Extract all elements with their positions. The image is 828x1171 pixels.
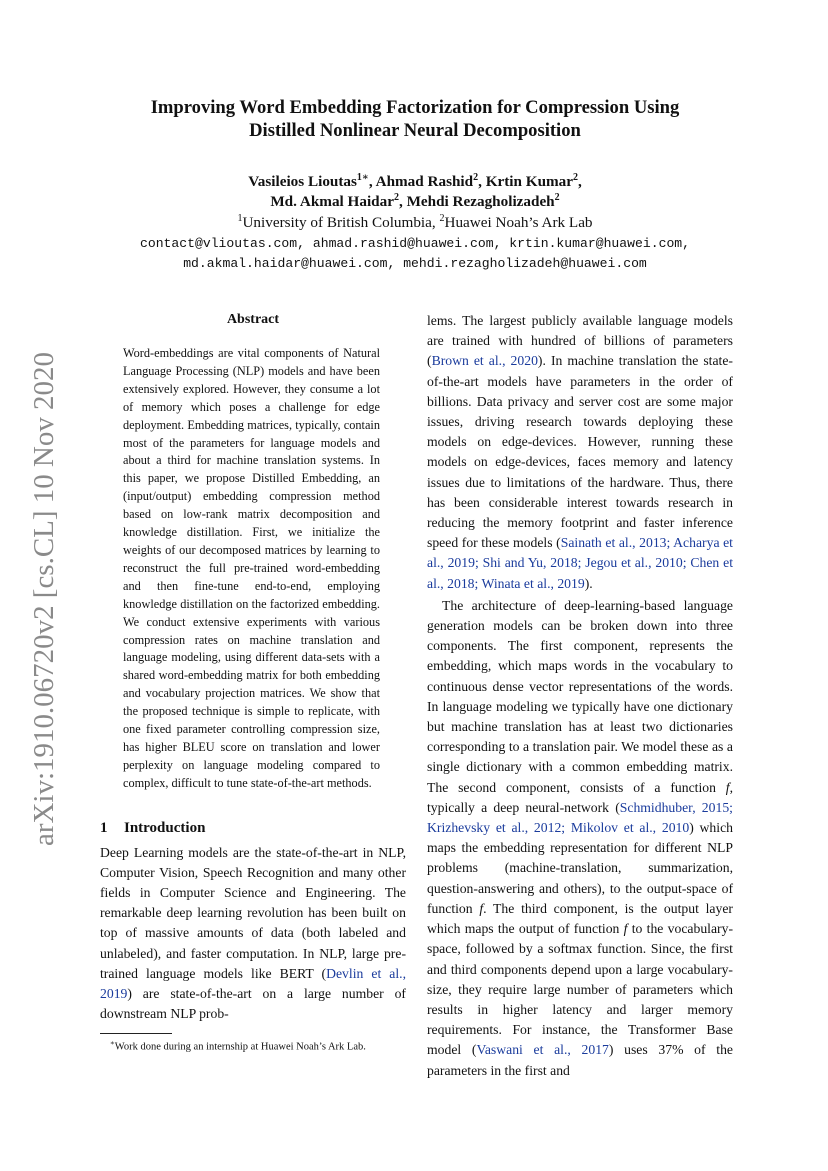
author-name: , Krtin Kumar xyxy=(478,173,574,190)
body-text-run: ) are state-of-the-art on a large number of downstream NLP prob- xyxy=(100,986,406,1022)
affiliation-mark: 2 xyxy=(439,212,445,224)
body-text-run: Deep Learning models are the state-of-the-art in NLP, Computer Vision, Speech Recognition and many other fields in Computer Science and Engineering. The remarkable deep learning revolution has been built on top of massive amounts of data (both labeled and unlabeled), and faster computation. In NLP, large pre-trained language models like BERT ( xyxy=(100,844,406,981)
intro-paragraph-1-continued xyxy=(427,311,733,594)
emails-line-2: md.akmal.haidar@huawei.com, mehdi.rezagholizadeh@huawei.com xyxy=(183,256,647,271)
emails-line-1: contact@vlioutas.com, ahmad.rashid@huawei.com, krtin.kumar@huawei.com, xyxy=(139,236,691,251)
body-text-run: ) which maps the embedding representation for different NLP problems (machine-translation, summarization, question-answering and others), to the output-space of function xyxy=(427,820,733,916)
footnote-divider xyxy=(100,1033,172,1034)
citation-link[interactable]: Sainath et al., 2013; Acharya et al., 2019; Shi and Yu, 2018; Jegou et al., 2010; Chen et al., 2018; Winata et al., 2019 xyxy=(427,535,733,591)
author-separator: , xyxy=(578,173,582,190)
citation-link[interactable]: Vaswani et al., 2017 xyxy=(476,1042,609,1058)
author-affiliation-mark: 2 xyxy=(554,191,560,203)
body-text-run: , typically a deep neural-network ( xyxy=(427,779,733,815)
author-affiliation-mark: 2 xyxy=(473,171,479,183)
math-symbol: f xyxy=(725,779,730,795)
affiliations xyxy=(95,213,735,233)
intro-paragraph-2 xyxy=(427,596,733,1081)
author-affiliation-mark: 2 xyxy=(573,171,579,183)
author-name: Vasileios Lioutas xyxy=(248,173,357,190)
affiliation-name: Huawei Noah’s Ark Lab xyxy=(444,214,593,231)
body-text-run: lems. The largest publicly available language models are trained with hundred of billions of parameters ( xyxy=(427,313,733,369)
citation-link[interactable]: Brown et al., 2020 xyxy=(431,353,538,369)
author-list xyxy=(95,172,735,212)
intro-paragraph-1-start xyxy=(100,843,406,1025)
title-line-1: Improving Word Embedding Factorization for Compression Using xyxy=(150,97,680,118)
paper-title xyxy=(95,96,735,142)
author-affiliation-mark: 1∗ xyxy=(356,171,369,183)
abstract-heading: Abstract xyxy=(226,312,280,327)
author-emails xyxy=(95,234,735,274)
body-text-run: ). xyxy=(584,575,593,591)
citation-link[interactable]: Schmidhuber, 2015; Krizhevsky et al., 2012; Mikolov et al., 2010 xyxy=(427,799,733,836)
right-column xyxy=(427,311,733,1081)
title-line-2: Distilled Nonlinear Neural Decomposition xyxy=(249,120,581,141)
arxiv-identifier-text: arXiv:1910.06720v2 [cs.CL] 10 Nov 2020 xyxy=(28,351,60,846)
arxiv-identifier xyxy=(20,350,64,850)
section-title: Introduction xyxy=(124,819,206,836)
section-heading-introduction xyxy=(100,818,406,838)
body-text-run: . The third component, is the output layer which maps the output of function xyxy=(427,900,733,937)
math-symbol: f xyxy=(623,921,628,937)
footnote xyxy=(100,1037,406,1054)
author-name: , Ahmad Rashid xyxy=(368,173,474,190)
body-text-run: The architecture of deep-learning-based language generation models can be broken down into three components. The first component, represents the embedding, which maps words in the vocabulary to continuous dense vector representations of the words. In language modeling we typically have one dictionary but machine translation has at least two dictionaries corresponding to a translation pair. We model these as a single dictionary with a common embedding matrix. The second component, consists of a function xyxy=(427,597,733,795)
paper-header xyxy=(95,96,735,274)
section-number: 1 xyxy=(100,819,108,836)
affiliation-mark: 1 xyxy=(237,212,243,224)
body-text-run: ) uses 37% of the parameters in the first and xyxy=(427,1042,733,1078)
author-name: Md. Akmal Haidar xyxy=(270,193,394,210)
footnote-mark: ∗ xyxy=(110,1039,115,1048)
footnote-text: Work done during an internship at Huawei Noah’s Ark Lab. xyxy=(114,1041,366,1053)
body-text-run: to the vocabulary-space, followed by a softmax function. Since, the first and third components depend upon a large vocabulary-size, they require large number of parameters which results in higher latency and larger memory requirements. For instance, the Transformer Base model ( xyxy=(427,921,733,1058)
author-name: , Mehdi Rezagholizadeh xyxy=(398,193,555,210)
affiliation-name: University of British Columbia, xyxy=(242,214,440,231)
citation-link[interactable]: Devlin et al., 2019 xyxy=(100,965,407,1002)
left-column xyxy=(100,311,406,1054)
math-symbol: f xyxy=(479,900,484,916)
abstract-text: Word-embeddings are vital components of Natural Language Processing (NLP) models and have been extensively explored. However, they consume a lot of memory which poses a challenge for edge deployment. Embedding matrices, typically, contain most of the parameters for language models and about a third for machine translation systems. In this paper, we propose Distilled Embedding, an (input/output) embedding compression method based on low-rank matrix decomposition and knowledge distillation. First, we initialize the weights of our decomposed matrices by learning to reconstruct the full pre-trained word-embedding and then fine-tune end-to-end, employing knowledge distillation on the factorized embedding. We conduct extensive experiments with various compression rates on machine translation and language modeling, using different data-sets with a shared word-embedding matrix for both embedding and vocabulary projection matrices. We show that the proposed technique is simple to replicate, with one fixed parameter controlling compression size, has higher BLEU score on translation and lower perplexity on language modeling compared to complex, difficult to tune state-of-the-art methods. xyxy=(123,346,380,790)
body-text-run: ). In machine translation the state-of-the-art models have parameters in the order of billions. Data privacy and server cost are some major issues, driving research towards deploying these models on edge-devices. However, running these models on edge-devices, faces memory and latency issues due to limitations of the hardware. Thus, there has been considerable interest towards research in reducing the memory footprint and faster inference speed for these models ( xyxy=(427,353,733,551)
author-affiliation-mark: 2 xyxy=(393,191,399,203)
